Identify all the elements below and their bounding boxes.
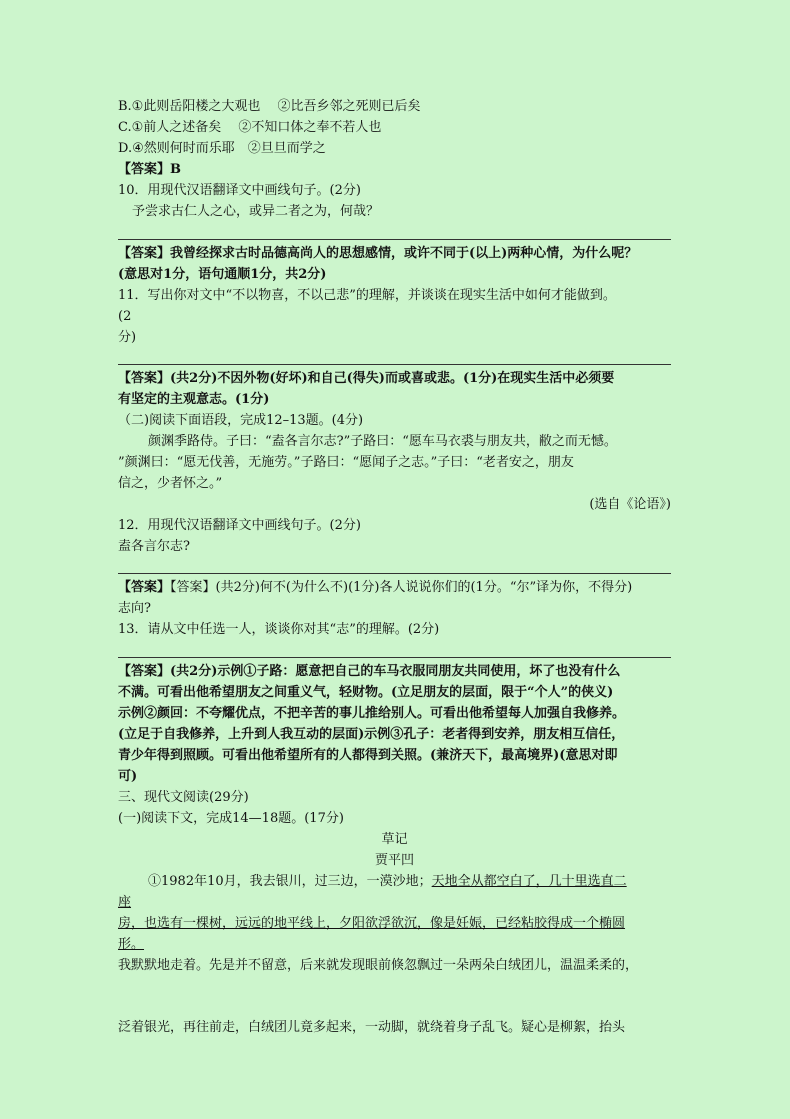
answer-12-line2: 志向? [118,601,151,616]
answer-13-line4: (立足于自我修养，上升到人我互动的层面)示例③孔子：老者得到安养，朋友相互信任， [118,727,625,742]
question-12: 12．用现代汉语翻译文中画线句子。(2分) [118,518,361,533]
answer-13-line3: 示例②颜回：不夸耀优点，不把辛苦的事儿推给别人。可看出他希望每人加强自我修养。 [118,706,626,721]
section-2-heading: （二)阅读下面语段，完成12–13题。(4分) [118,413,364,428]
passage-2-line2: ”颜渊曰：“愿无伐善，无施劳。”子路曰：“愿闻子之志。”子曰：“老者安之，朋友 [118,455,574,470]
answer-10-line2: (意思对1分，语句通顺1分，共2分) [118,267,327,282]
passage-2-line3: 信之，少者怀之。” [118,476,223,491]
answer-13-line1: 【答案】(共2分)示例①子路：愿意把自己的车马衣服同朋友共同使用，坏了也没有什么 [118,664,621,679]
passage-2-line1: 颜渊季路侍。子曰：“盍各言尔志?”子路曰：“愿车马衣裘与朋友共，敝之而无憾。 [148,434,617,449]
question-10: 10．用现代汉语翻译文中画线句子。(2分) [118,183,361,198]
question-11-points-2: 分) [118,330,137,345]
answer-q9: 【答案】B [118,162,181,177]
answer-blank-12 [118,573,671,574]
answer-13-line2: 不满。可看出他希望朋友之间重义气，轻财物。(立足朋友的层面，限于“个人”的侠义) [118,685,614,700]
answer-13-line5: 青少年得到照顾。可看出他希望所有的人都得到关照。(兼济天下，最高境界)(意思对即 [118,748,618,763]
paragraph-1-line2: 座 [118,895,132,910]
quote-10: 予尝求古仁人之心，或异二者之为，何哉？ [132,204,380,219]
paragraph-1-line1 [148,871,708,892]
section-3-heading: 三、现代文阅读(29分) [118,790,249,805]
section-3-subheading: (一)阅读下文，完成14—18题。(17分) [118,811,344,826]
question-11-points-1: (2 [118,309,132,324]
answer-12-text: 【答案】(共2分)何不(为什么不)(1分)各人说说你们的(1分。“尔”译为你，不得分) [170,580,633,595]
answer-blank-13 [118,657,671,658]
passage-2-source: (选自《论语》) [589,497,671,512]
question-13: 13．请从文中任选一人，谈谈你对其“志”的理解。(2分) [118,622,440,637]
paragraph-1-line6: 泛着银光，再往前走，白绒团儿竟多起来，一动脚，就绕着身子乱飞。疑心是柳絮，抬头 [118,1020,626,1035]
underlined-sentence: 天地全从都空白了，几十里选直二 [431,874,627,889]
answer-blank-11 [118,364,671,365]
answer-blank-10 [118,239,671,240]
option-b: B.①此则岳阳楼之大观也 ②比吾乡邻之死则已后矣 [118,99,421,114]
paragraph-1-line5: 我默默地走着。先是并不留意，后来就发现眼前倏忽飘过一朵两朵白绒团儿，温温柔柔的， [118,958,639,973]
article-author: 贾平凹 [374,853,414,868]
option-d: D.④然则何时而乐耶 ②旦旦而学之 [118,141,326,156]
answer-11-line2: 有坚定的主观意志。(1分) [118,392,270,407]
paragraph-1-start: ①1982年10月，我去银川，过三边，一漠沙地； [148,874,432,889]
paragraph-1-line4: 形。 [118,937,145,952]
answer-13-line6: 可) [118,769,138,784]
answer-10-line1: 【答案】我曾经探求古时品德高尚人的思想感情，或许不同于(以上)两种心情，为什么呢？ [118,246,638,261]
answer-11-line1: 【答案】(共2分)不因外物(好坏)和自己(得失)而或喜或悲。(1分)在现实生活中必须要 [118,371,615,386]
option-c: C.①前人之述备矣 ②不知口体之奉不若人也 [118,120,382,135]
article-title: 草记 [381,832,408,847]
question-11: 11．写出你对文中“不以物喜，不以己悲”的理解，并谈谈在现实生活中如何才能做到。 [118,288,616,303]
paragraph-1-line3: 房，也选有一棵树，远远的地平线上，夕阳欲浮欲沉，像是妊娠，已经粘胶得成一个椭圆 [118,916,626,931]
quote-12: 盍各言尔志? [118,539,190,554]
answer-12-line1: 【答案】【答案】(共2分)何不(为什么不)(1分)各人说说你们的(1分。“尔”译为你，不得分) [118,580,633,595]
